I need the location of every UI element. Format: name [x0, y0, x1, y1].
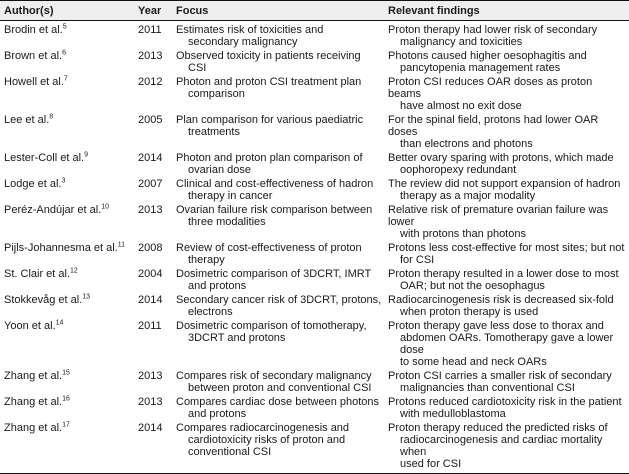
findings-cell-line: Radiocarcinogenesis risk is decreased six-fold	[388, 294, 614, 306]
author-name: Stokkevåg et al.	[4, 294, 83, 306]
reference-number: 13	[82, 293, 91, 301]
findings-cell-line: malignancy and toxicities	[400, 36, 523, 48]
author-name: St. Clair et al.	[4, 268, 71, 280]
focus-cell	[174, 241, 386, 267]
author-name: Zhang et al.	[4, 422, 63, 434]
year-cell: 2004	[138, 268, 163, 280]
findings-cell-line: Protons less cost-effective for most sites; but not	[388, 242, 625, 254]
reference-number: 14	[55, 319, 64, 327]
focus-cell-line: Dosimetric comparison of 3DCRT, IMRT	[176, 268, 372, 280]
author-cell	[0, 75, 136, 113]
author-name: Brodin et al.	[4, 24, 63, 36]
findings-cell-line: Protons reduced cardiotoxicity risk in the patient	[388, 396, 622, 408]
findings-cell-line: For the spinal field, protons had lower OAR doses	[388, 114, 599, 138]
reference-number: 17	[62, 421, 70, 429]
author-cell	[0, 177, 136, 203]
author-cell	[0, 49, 136, 75]
reference-number: 9	[84, 151, 88, 159]
findings-cell-line: Relative risk of premature ovarian failure was lower	[388, 204, 609, 228]
focus-cell-line: comparison	[188, 88, 245, 100]
focus-cell	[174, 177, 386, 203]
focus-cell-line: Photon and proton plan comparison of	[176, 152, 363, 164]
findings-cell	[386, 369, 629, 395]
findings-cell-line: OAR; but not the oesophagus	[400, 280, 545, 292]
findings-cell	[386, 267, 629, 293]
findings-cell	[386, 75, 629, 113]
year-cell: 2011	[138, 24, 162, 36]
author-cell	[0, 293, 136, 319]
findings-cell	[386, 319, 629, 369]
focus-cell-line: Review of cost-effectiveness of proton	[176, 242, 362, 254]
findings-cell-line: for CSI	[400, 254, 435, 266]
year-cell: 2013	[138, 204, 163, 216]
focus-cell-line: CSI	[188, 62, 207, 74]
reference-number: 7	[63, 75, 68, 83]
findings-cell-line: have almost no exit dose	[400, 100, 522, 112]
focus-cell-line: Estimates risk of toxicities and	[176, 24, 324, 36]
findings-cell-line: abdomen OARs. Tomotherapy gave a lower dose	[400, 332, 614, 356]
author-name: Zhang et al.	[4, 370, 63, 382]
focus-cell-line: Compares risk of secondary malignancy	[176, 370, 372, 382]
table-row	[0, 75, 629, 113]
focus-cell-line: conventional CSI	[188, 446, 272, 458]
reference-number: 12	[70, 267, 78, 275]
findings-cell-line: Better ovary sparing with protons, which made	[388, 152, 614, 164]
table-row	[0, 49, 629, 75]
focus-cell-line: Plan comparison for various paediatric	[176, 114, 364, 126]
year-cell: 2013	[138, 370, 163, 382]
findings-cell-line: Proton therapy reduced the predicted risks of	[388, 422, 608, 434]
focus-cell-line: three modalities	[188, 216, 266, 228]
focus-cell	[174, 203, 386, 241]
findings-cell	[386, 241, 629, 267]
header-focus: Focus	[174, 1, 386, 21]
author-cell	[0, 113, 136, 151]
findings-cell-line: Proton therapy had lower risk of secondary	[388, 24, 598, 36]
year-cell: 2014	[136, 421, 174, 474]
focus-cell-line: electrons	[188, 306, 233, 318]
header-row	[0, 1, 629, 21]
findings-cell-line: to some head and neck OARs	[400, 356, 547, 368]
focus-cell-line: Compares cardiac dose between photons	[176, 396, 380, 408]
focus-cell-line: Compares radiocarcinogenesis and	[176, 422, 350, 434]
focus-cell	[174, 395, 386, 421]
table-row	[0, 421, 629, 474]
focus-cell	[174, 75, 386, 113]
focus-cell	[174, 21, 386, 50]
findings-cell-line: than electrons and photons	[400, 138, 533, 150]
year-cell: 2014	[138, 294, 163, 306]
findings-cell	[386, 203, 629, 241]
findings-cell	[386, 113, 629, 151]
author-cell	[0, 151, 136, 177]
findings-cell	[386, 21, 629, 50]
table-row	[0, 319, 629, 369]
header-year: Year	[136, 1, 174, 21]
focus-cell-line: therapy	[188, 254, 225, 266]
author-name: Yoon et al.	[4, 320, 56, 332]
reference-number: 10	[101, 203, 110, 211]
findings-cell-line: Proton therapy gave less dose to thorax and	[388, 320, 604, 332]
header-author: Author(s)	[0, 1, 136, 21]
table-row	[0, 113, 629, 151]
findings-cell-line: used for CSI	[400, 458, 462, 470]
findings-cell-line: with protons than photons	[400, 228, 526, 240]
author-cell	[0, 369, 136, 395]
table-row	[0, 203, 629, 241]
author-cell	[0, 21, 136, 50]
focus-cell-line: therapy in cancer	[188, 190, 273, 202]
focus-cell-line: cardiotoxicity risks of proton and	[188, 434, 346, 446]
author-name: Zhang et al.	[4, 396, 63, 408]
reference-number: 3	[61, 177, 66, 185]
findings-cell-line: malignancies than conventional CSI	[400, 382, 575, 394]
author-cell	[0, 203, 136, 241]
author-cell	[0, 241, 136, 267]
author-cell	[0, 267, 136, 293]
findings-cell	[386, 293, 629, 319]
table-body	[0, 21, 629, 474]
findings-cell-line: Proton therapy resulted in a lower dose to most	[388, 268, 619, 280]
focus-cell-line: Secondary cancer risk of 3DCRT, protons,	[176, 294, 382, 306]
focus-cell-line: Clinical and cost-effectiveness of hadron	[176, 178, 374, 190]
year-cell: 2014	[138, 152, 163, 164]
table-row	[0, 395, 629, 421]
findings-cell-line: with medulloblastoma	[400, 408, 506, 420]
focus-cell-line: and protons	[188, 280, 247, 292]
year-cell: 2012	[138, 76, 163, 88]
findings-cell	[386, 49, 629, 75]
findings-cell-line: radiocarcinogenesis and cardiac mortality when	[400, 434, 603, 458]
year-cell: 2005	[138, 114, 163, 126]
findings-cell	[386, 151, 629, 177]
focus-cell	[174, 151, 386, 177]
year-cell: 2013	[138, 396, 163, 408]
year-cell: 2007	[138, 178, 163, 190]
author-name: Brown et al.	[4, 50, 63, 62]
reference-number: 11	[117, 241, 126, 249]
reference-number: 5	[62, 23, 67, 31]
findings-cell-line: pancytopenia management rates	[400, 62, 561, 74]
findings-cell-line: therapy as a major modality	[400, 190, 536, 202]
focus-cell-line: between proton and conventional CSI	[188, 382, 372, 394]
reference-number: 6	[62, 49, 66, 57]
focus-cell-line: Ovarian failure risk comparison between	[176, 204, 373, 216]
author-name: Peréz-Andújar et al.	[4, 204, 102, 216]
findings-cell	[386, 395, 629, 421]
table-row	[0, 369, 629, 395]
table-row	[0, 241, 629, 267]
header-findings: Relevant findings	[386, 1, 629, 21]
year-cell: 2008	[138, 242, 163, 254]
table-row	[0, 267, 629, 293]
focus-cell-line: Observed toxicity in patients receiving	[176, 50, 361, 62]
focus-cell	[174, 113, 386, 151]
focus-cell-line: and protons	[188, 408, 247, 420]
focus-cell-line: secondary malignancy	[188, 36, 298, 48]
focus-cell	[174, 293, 386, 319]
focus-cell	[174, 369, 386, 395]
reference-number: 16	[62, 395, 70, 403]
author-name: Lee et al.	[4, 114, 50, 126]
findings-cell-line: Proton CSI carries a smaller risk of secondary	[388, 370, 612, 382]
table-row	[0, 21, 629, 50]
author-cell	[0, 395, 136, 421]
focus-cell	[174, 49, 386, 75]
author-name: Lester-Coll et al.	[4, 152, 85, 164]
findings-cell-line: The review did not support expansion of hadron	[388, 178, 621, 190]
author-cell	[0, 319, 136, 369]
table-row	[0, 177, 629, 203]
author-name: Pijls-Johannesma et al.	[4, 242, 118, 254]
findings-cell-line: oophoropexy redundant	[400, 164, 517, 176]
focus-cell	[174, 421, 386, 474]
table-row	[0, 151, 629, 177]
focus-cell-line: 3DCRT and protons	[188, 332, 286, 344]
focus-cell	[174, 267, 386, 293]
focus-cell-line: treatments	[188, 126, 240, 138]
focus-cell-line: Photon and proton CSI treatment plan	[176, 76, 362, 88]
focus-cell	[174, 319, 386, 369]
author-name: Howell et al.	[4, 76, 64, 88]
findings-cell	[386, 421, 629, 474]
focus-cell-line: ovarian dose	[188, 164, 251, 176]
findings-cell	[386, 177, 629, 203]
findings-cell-line: Proton CSI reduces OAR doses as proton beams	[388, 76, 593, 100]
year-cell: 2011	[138, 320, 162, 332]
reference-number: 8	[49, 113, 54, 121]
findings-cell-line: Photons caused higher oesophagitis and	[388, 50, 587, 62]
author-cell	[0, 421, 136, 474]
focus-cell-line: Dosimetric comparison of tomotherapy,	[176, 320, 367, 332]
findings-cell-line: when proton therapy is used	[400, 306, 539, 318]
reference-number: 15	[62, 369, 70, 377]
author-name: Lodge et al.	[4, 178, 62, 190]
year-cell: 2013	[138, 50, 163, 62]
table-row	[0, 293, 629, 319]
